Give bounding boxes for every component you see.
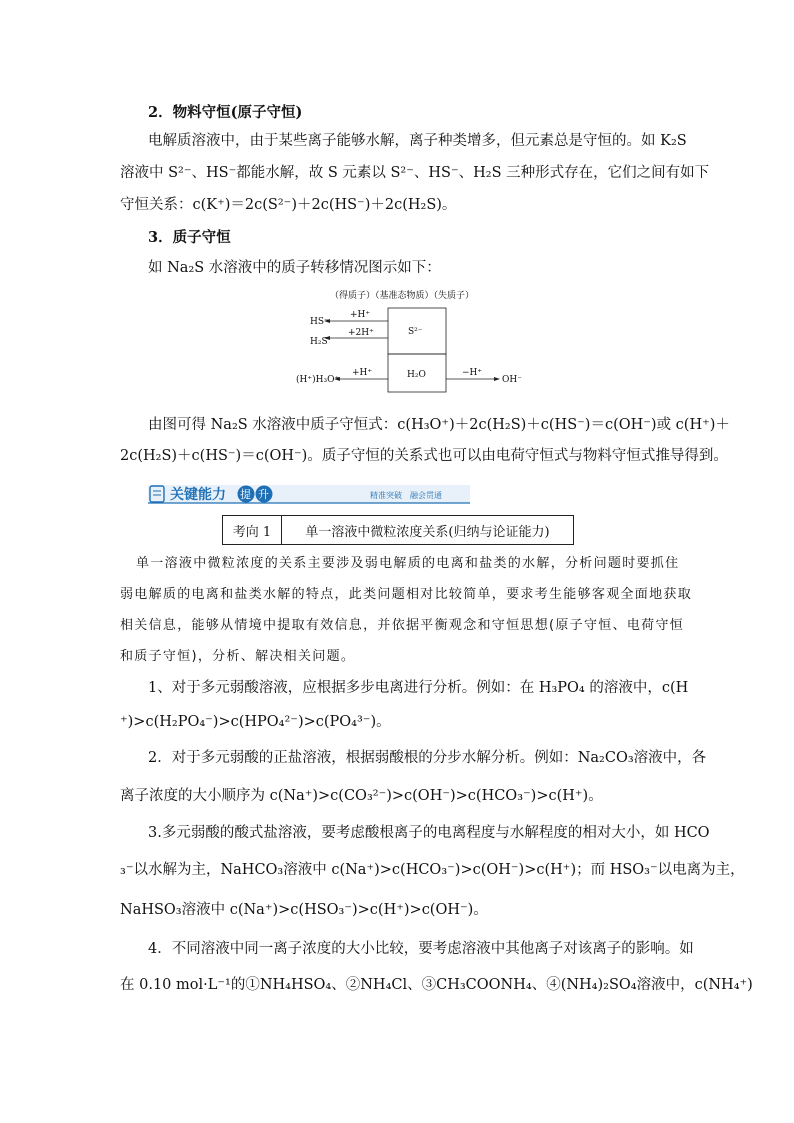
h3o-label: (H⁺)H₃O⁺ — [296, 375, 340, 385]
diagram-header: （得质子）（基准态物质）（失质子） — [330, 291, 475, 301]
point-3-line-2: ₃⁻以水解为主，NaHCO₃溶液中 c(Na⁺)>c(HCO₃⁻)>c(OH⁻)>c(H⁺)；而 HSO₃⁻以电离为主， — [120, 862, 745, 878]
point-1-line-2: ⁺)>c(H₂PO₄⁻)>c(HPO₄²⁻)>c(PO₄³⁻)。 — [120, 714, 391, 730]
minus-h-label: −H⁺ — [462, 368, 483, 378]
intro-paragraph-line-1: 单一溶液中微粒浓度的关系主要涉及弱电解质的电离和盐类的水解，分析问题时要抓住 — [136, 556, 680, 571]
key-ability-banner — [148, 483, 470, 505]
intro-paragraph-line-3: 相关信息，能够从情境中提取有效信息，并依据平衡观念和守恒思想(原子守恒、电荷守恒 — [120, 618, 685, 633]
badge-text-1: 提 — [240, 488, 251, 501]
banner-title: 关键能力 — [170, 487, 226, 503]
conclusion-line-1: 由图可得 Na₂S 水溶液中质子守恒式：c(H₃O⁺)＋2c(H₂S)＋c(HS⁻)＝c(OH⁻)或 c(H⁺)＋ — [148, 417, 730, 433]
point-2-line-1: 2．对于多元弱酸的正盐溶液，根据弱酸根的分步水解分析。例如：Na₂CO₃溶液中，各 — [148, 750, 707, 766]
hs-label: HS⁻ — [310, 317, 329, 327]
oh-label: OH⁻ — [502, 375, 522, 385]
point-2-line-2: 离子浓度的大小顺序为 c(Na⁺)>c(CO₃²⁻)>c(OH⁻)>c(HCO₃⁻)>c(H⁺)。 — [120, 788, 603, 804]
point-3-line-3: NaHSO₃溶液中 c(Na⁺)>c(HSO₃⁻)>c(H⁺)>c(OH⁻)。 — [120, 902, 488, 918]
proton-transfer-diagram — [290, 286, 530, 396]
intro-paragraph-line-4: 和质子守恒)，分析、解决相关问题。 — [120, 649, 356, 664]
badge-text-2: 升 — [258, 488, 269, 501]
topic-label: 考向 1 — [223, 516, 282, 544]
section2-heading: 2．物料守恒(原子守恒) — [148, 104, 303, 121]
topic-box — [222, 515, 574, 545]
plus-2h-label: +2H⁺ — [348, 328, 374, 338]
section3-heading: 3．质子守恒 — [148, 229, 231, 246]
intro-paragraph-line-2: 弱电解质的电离和盐类水解的特点，此类问题相对比较简单，要求考生能够客观全面地获取 — [120, 587, 693, 602]
section3-intro: 如 Na₂S 水溶液中的质子转移情况图示如下： — [148, 260, 441, 276]
h2s-label: H₂S — [310, 337, 328, 347]
banner-slogan: 精准突破 融会贯通 — [370, 491, 442, 500]
section2-line-3: 守恒关系：c(K⁺)＝2c(S²⁻)＋2c(HS⁻)＋2c(H₂S)。 — [120, 197, 457, 213]
section2-line-1: 电解质溶液中，由于某些离子能够水解，离子种类增多，但元素总是守恒的。如 K₂S — [148, 133, 687, 149]
point-4-line-1: 4．不同溶液中同一离子浓度的大小比较，要考虑溶液中其他离子对该离子的影响。如 — [148, 941, 694, 957]
point-3-line-1: 3.多元弱酸的酸式盐溶液，要考虑酸根离子的电离程度与水解程度的相对大小，如 HCO — [148, 825, 710, 841]
section2-line-2: 溶液中 S²⁻、HS⁻都能水解，故 S 元素以 S²⁻、HS⁻、H₂S 三种形式存在，它们之间有如下 — [120, 165, 710, 181]
point-1-line-1: 1、对于多元弱酸溶液，应根据多步电离进行分析。例如：在 H₃PO₄ 的溶液中，c(H — [148, 680, 689, 696]
s2-label: S²⁻ — [408, 327, 423, 337]
conclusion-line-2: 2c(H₂S)＋c(HS⁻)＝c(OH⁻)。质子守恒的关系式也可以由电荷守恒式与物料守恒式推导得到。 — [120, 448, 728, 464]
topic-title: 单一溶液中微粒浓度关系(归纳与论证能力) — [305, 524, 550, 540]
plus-h-label-1: +H⁺ — [350, 310, 371, 320]
plus-h-label-2: +H⁺ — [352, 368, 373, 378]
h2o-label: H₂O — [407, 370, 426, 380]
point-4-line-2: 在 0.10 mol·L⁻¹的①NH₄HSO₄、②NH₄Cl、③CH₃COONH₄、④(NH₄)₂SO₄溶液中，c(NH₄⁺) — [120, 977, 753, 993]
